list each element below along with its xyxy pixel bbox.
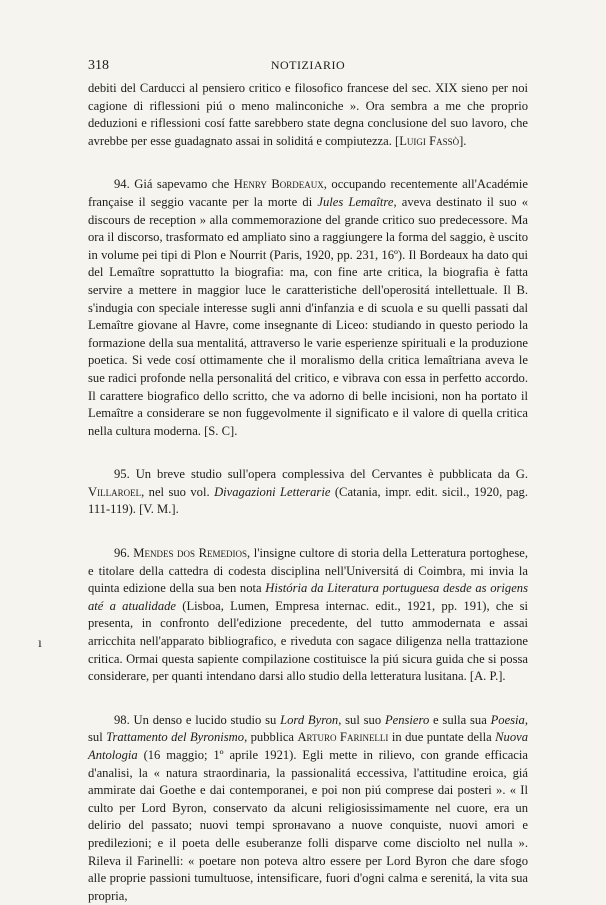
cited-title: Trattamento del Byronismo <box>106 730 245 745</box>
cited-author: Arturo Farinelli <box>297 730 389 745</box>
margin-mark: ı <box>38 636 42 651</box>
entry-signature: [A. P.]. <box>469 669 506 684</box>
entry-signature: [S. C]. <box>204 423 238 438</box>
running-title: NOTIZIARIO <box>270 58 346 72</box>
cited-title: Lord Byron <box>280 712 339 727</box>
page-number: 318 <box>88 58 109 73</box>
page <box>88 58 528 905</box>
entry-number: 94. <box>114 177 130 192</box>
cited-title: Nuova Antologia <box>88 730 529 762</box>
cited-title: Divagazioni Letterarie <box>214 484 331 499</box>
entry-94: 94. Giá sapevamo che Henry Bordeaux, occupando recentemente all'Académie française il seggio vacante per la morte di Jules Lemaître, aveva destinato il suo « discours de reception » alla commemorazione del grande critico suo predecessore. Ma ora il discorso, trasformato ed ampliato sino a raggiungere la forma del saggio, è uscito in volume pei tipi di Plon e Nourrit (Paris, 1920, pp. 231, 16º). Il Bordeaux ha dato qui del Lemaître soprattutto la biografia: ma, con fine arte critica, la biografia è fatta servire a mettere in maggior luce le caratteristiche dell'operositá intellettuale. Il B. s'indugia con speciale interesse sugli anni d'infanzia e di scuola e su quelli passati dal Lemaître giovane al Havre, come insegnante di Liceo: studiando in questo periodo la formazione della sua mentalitá, attraverso le varie esperienze spirituali e la produzione poetica. Si vede cosí ottimamente che il moralismo della critica lemaîtriana aveva le sue radici profonde nella personalitá del critico, e vibrava con essa in perfetto accordo. Il carattere biografico dello scritto, che va adorno di belle incisioni, non ha portato il Lemaître a considerare se non fuggevolmente il significato e il valore di quella critica nella cultura moderna. [S. C]. <box>88 177 529 438</box>
cited-title: Poesia <box>490 712 525 727</box>
cited-title: Pensiero <box>384 712 430 727</box>
cited-author: Henry Bordeaux <box>233 177 324 192</box>
cited-author: Mendes dos Remedios <box>133 546 247 561</box>
entry-number: 96. <box>114 546 130 561</box>
entry-number: 98. <box>114 712 130 727</box>
entry-signature: [V. M.]. <box>139 502 179 517</box>
cited-title: Jules Lemaître <box>317 194 394 209</box>
entry-98: 98. Un denso e lucido studio su Lord Byron, sul suo Pensiero e sulla sua Poesia, sul Trattamento del Byronismo, pubblica Arturo Farinelli in due puntate della Nuova Antologia (16 maggio; 1º aprile 1921). Egli mette in rilievo, con grande efficacia d'analisi, la « natura straordinaria, la passionalitá eccessiva, l'attitudine eroica, giá ammirate dai Goethe e dai contemporanei, e poi non piú comprese dai posteri ». « Il culto per Lord Byron, conservato da alcuni religiosissimamente nel cuore, era un delirio del passato; nuovi tempi sprонavano a nuove conquiste, nuovi amori e predilezioni; e il poeta delle esuberanze folli disparve come disciolto nel nulla ». Rileva il Farinelli: « poetare non poteva altro essere per Lord Byron che dare sfogo alle proprie passioni tumultuose, intensificare, fuori d'ogni calma e serenitá, la vita sua propria, <box>88 712 529 903</box>
entry-signature: [Luigi Fassò]. <box>395 133 467 148</box>
entry-text: debiti del Carducci al pensiero critico e filosofico francese del sec. XIX sieno per noi cagione di riflessioni piú o meno malinconiche ». Ora sembra a me che proprio deduzioni e riflessioni cosí fatte sarebbero state degna conclusione del suo lavoro, che avrebbe per esse guadagnato assai in soliditá e compiutezza. <box>88 81 528 148</box>
entry-previous-tail <box>88 80 528 150</box>
cited-author: Villaroel <box>88 484 142 499</box>
cited-title: História da Literatura portuguesa desde as origens até a atualidade <box>88 581 528 613</box>
page-header <box>88 58 528 80</box>
entry-96: 96. Mendes dos Remedios, l'insigne cultore di storia della Letteratura portoghese, e titolare della cattedra di codesta disciplina nell'Universitá di Coimbra, mi invia la quinta edizione della sua ben nota História da Literatura portuguesa desde as origens até a atualidade (Lisboa, Lumen, Empresa internac. edit., 1921, pp. 191), che si presenta, in confronto dell'edizione precedente, del tutto ammodernata e assai arricchita nell'apparato bibliografico, e riveduta con sagace diligenza nella trattazione critica. Ormai questa sapiente compilazione costituisce la piú sicura guida che si possa considerare, per quanti intendano darsi allo studio della letteratura lusitana. [A. P.]. <box>88 546 528 684</box>
entry-95: 95. Un breve studio sull'opera complessiva del Cervantes è pubblicata da G. Villaroel, nel suo vol. Divagazioni Letterarie (Catania, impr. edit. sicil., 1920, pag. 111-119). [V. M.]. <box>88 467 528 517</box>
entry-number: 95. <box>114 467 130 482</box>
